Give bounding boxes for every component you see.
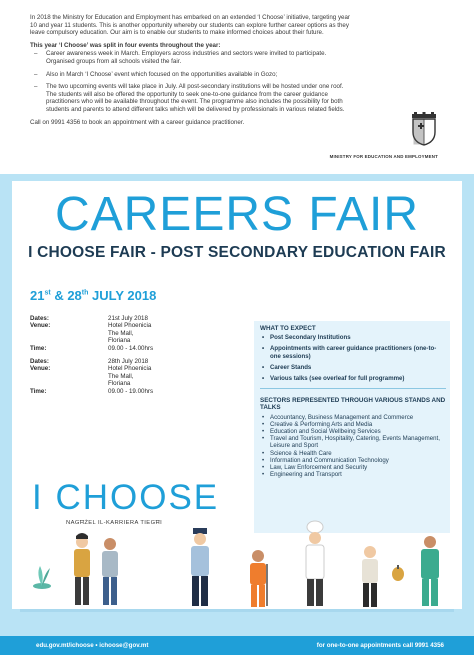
- time-label: Time:: [30, 387, 47, 395]
- person-icon: [74, 533, 90, 605]
- list-item: • Accountancy, Business Management and Commerce: [270, 414, 446, 421]
- venue-line: The Mall,: [108, 372, 134, 380]
- list-item: • Various talks (see overleaf for full programme): [270, 375, 446, 382]
- chef-icon: [306, 521, 324, 606]
- venue-line: Floriana: [108, 337, 131, 345]
- dates-label: Dates:: [30, 315, 49, 322]
- list-item: • Career Stands: [270, 364, 446, 371]
- dates-heading-sup1: st: [44, 289, 51, 297]
- person-icon: [102, 538, 118, 605]
- sectors-heading: SECTORS REPRESENTED THROUGH VARIOUS STANDS AND TALKS: [260, 397, 446, 412]
- dates-heading-day1: 21: [30, 288, 45, 303]
- people-illustration: [20, 508, 454, 612]
- venue-line: Hotel Phoenicia: [108, 322, 152, 330]
- intro-heading: This year ‘I Choose’ was split in four events throughout the year:: [30, 41, 221, 49]
- fruit-icon: [392, 565, 404, 581]
- intro-list: [30, 50, 352, 113]
- time-value: 09.00 - 19.00hrs: [108, 387, 154, 395]
- person-icon: [362, 546, 378, 607]
- medic-icon: [421, 536, 439, 606]
- venue-line: Floriana: [108, 380, 131, 388]
- list-item: • Appointments with career guidance practitioners (one-to-one sessions): [270, 345, 446, 359]
- dates-value: 21st July 2018: [108, 315, 148, 322]
- venue-label: Venue:: [30, 365, 51, 373]
- page-title: CAREERS FAIR: [54, 188, 420, 241]
- dates-label: Dates:: [30, 358, 49, 366]
- ministry-logo: [328, 112, 438, 159]
- venue-line: The Mall,: [108, 329, 134, 337]
- intro-paragraph: In 2018 the Ministry for Education and Employment has embarked on an extended ‘I Choose’ initiative, targeting year 10 and year 11 students. This is another opportunity whereby our students can explore further career options as they leave compulsory education. Our aim is to enable our students to make informed choices about their future.: [30, 14, 350, 37]
- dates-heading: [30, 288, 156, 303]
- page-subtitle: I CHOOSE FAIR - POST SECONDARY EDUCATION FAIR: [28, 244, 446, 261]
- list-item: • Science & Health Care: [270, 450, 446, 457]
- footer-contact: edu.gov.mt/ichoose • ichoose@gov.mt: [36, 642, 149, 649]
- time-value: 09.00 - 14.00hrs: [108, 344, 154, 352]
- list-item: • Creative & Performing Arts and Media: [270, 421, 446, 428]
- intro-text: [30, 14, 352, 131]
- logo-tagline: NAGĦŻEL IL-KARRIERA TIEGĦI: [66, 520, 163, 526]
- list-item: • Education and Social Wellbeing Services: [270, 428, 446, 435]
- list-item: • Law, Law Enforcement and Security: [270, 464, 446, 471]
- dates-heading-month: JULY 2018: [88, 288, 157, 303]
- crest-icon: [410, 112, 438, 146]
- sectors-list: [260, 414, 446, 479]
- footer-bar: [0, 636, 474, 655]
- dates-value: 28th July 2018: [108, 358, 149, 366]
- police-officer-icon: [191, 528, 209, 606]
- i-choose-logo: I CHOOSE: [32, 478, 220, 517]
- info-box: [254, 321, 450, 533]
- time-label: Time:: [30, 344, 47, 352]
- list-item: – Career awareness week in March. Employers across industries and sectors were invited to participate. Organised groups from all schools visited the fair.: [46, 50, 352, 65]
- dates-heading-sup2: th: [81, 289, 89, 297]
- list-item: • Engineering and Transport: [270, 471, 446, 478]
- venue-label: Venue:: [30, 322, 51, 330]
- list-item: – Also in March ‘I Choose’ event which focused on the opportunities available in Gozo;: [46, 71, 352, 79]
- divider: [260, 388, 446, 389]
- plant-icon: [33, 566, 51, 589]
- footer-appointments: for one-to-one appointments call 9991 4356: [316, 642, 444, 649]
- list-item: • Post Secondary Institutions: [270, 334, 446, 341]
- venue-line: Hotel Phoenicia: [108, 365, 152, 373]
- list-item: • Travel and Tourism, Hospitality, Catering, Events Management, Leisure and Sport: [270, 435, 446, 449]
- what-to-expect-list: [260, 334, 446, 382]
- what-to-expect-heading: WHAT TO EXPECT: [260, 325, 316, 332]
- dates-heading-day2: & 28: [50, 288, 82, 303]
- construction-worker-icon: [250, 550, 268, 607]
- list-item: • Information and Communication Technology: [270, 457, 446, 464]
- event-details: [30, 315, 240, 395]
- intro-section: [0, 0, 474, 174]
- intro-call: Call on 9991 4356 to book an appointment with a career guidance practitioner.: [30, 118, 245, 126]
- ministry-label: MINISTRY FOR EDUCATION AND EMPLOYMENT: [329, 154, 438, 159]
- list-item: – The two upcoming events will take place in July. All post-secondary institutions will be hosted under one roof. The students will also be offered the opportunity to seek one-to-one guidance from the career guidance practitioners who will be available throughout the event. The programme also includes the possibility for both students and parents to attend different talks which will be delivered by professionals in various related fields.: [46, 83, 352, 113]
